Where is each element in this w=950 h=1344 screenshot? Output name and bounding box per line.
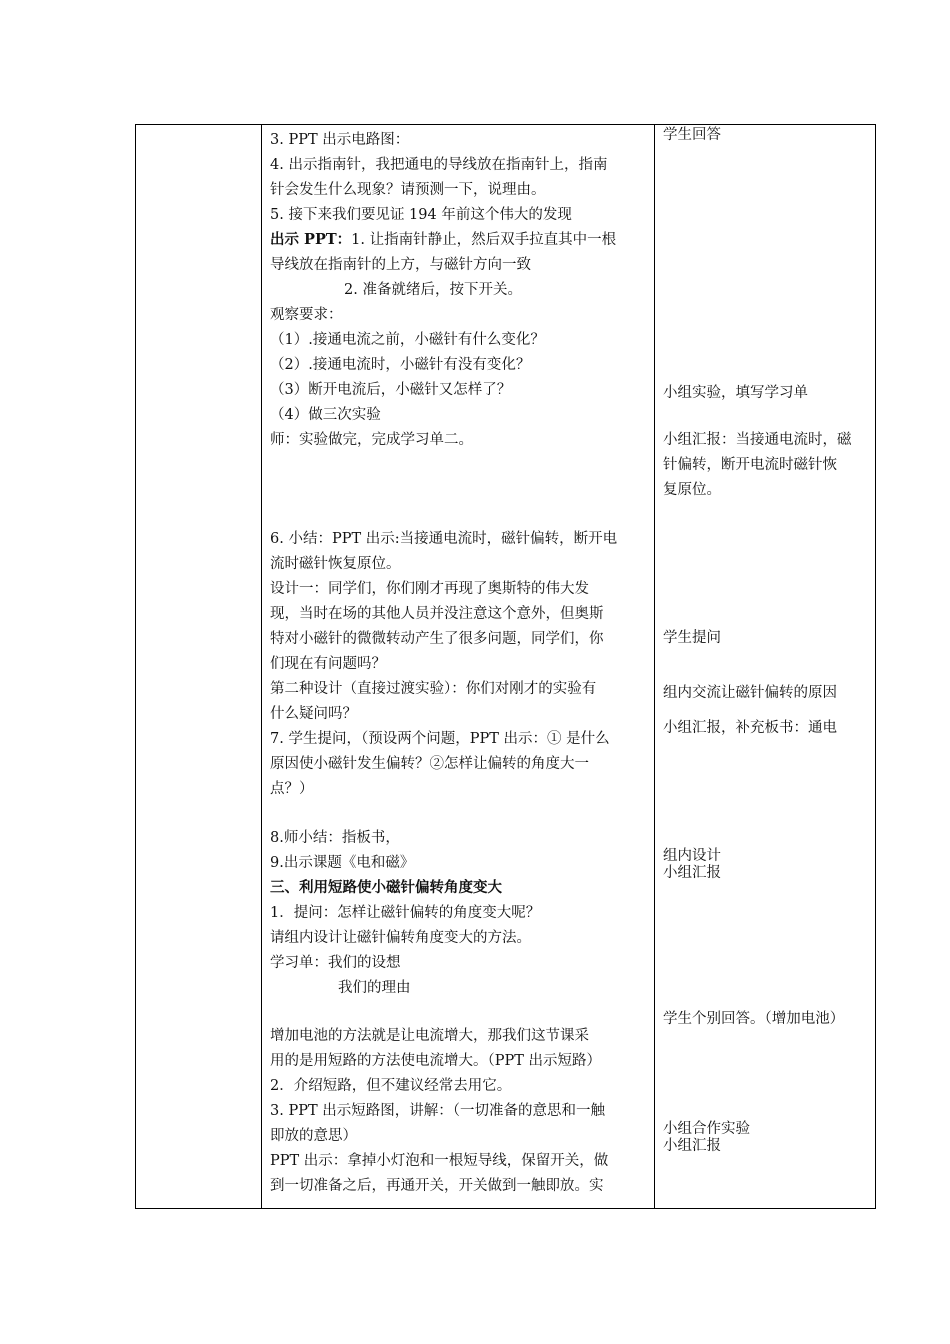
text-line: 流时磁针恢复原位。 — [270, 556, 401, 572]
text-line: 特对小磁针的微微转动产生了很多问题，同学们，你 — [270, 631, 604, 647]
text-line: 我们的理由 — [338, 980, 411, 996]
text-line: 复原位。 — [663, 482, 721, 498]
text-line: 小组汇报：当接通电流时，磁 — [663, 432, 852, 448]
text-line: 组内交流让磁针偏转的原因 — [663, 685, 837, 701]
text-line: （2）.接通电流时，小磁针有没有变化？ — [270, 357, 531, 373]
text-line: 点？） — [270, 781, 314, 797]
text-line: 小组实验，填写学习单 — [663, 385, 808, 401]
text-line: 8.师小结：指板书， — [270, 830, 400, 846]
text-line: 什么疑问吗？ — [270, 706, 357, 722]
text-line: 针会发生什么现象？请预测一下，说理由。 — [270, 182, 546, 198]
text-line: 小组汇报 — [663, 865, 721, 881]
text-line: 用的是用短路的方法使电流增大。（PPT 出示短路） — [270, 1053, 602, 1069]
text-line: 7. 学生提问，（预设两个问题，PPT 出示：① 是什么 — [270, 731, 610, 747]
text-line: 学生提问 — [663, 630, 721, 646]
column-divider-left — [261, 125, 262, 1208]
text-line: 设计一：同学们，你们刚才再现了奥斯特的伟大发 — [270, 581, 589, 597]
text-line: 针偏转，断开电流时磁针恢 — [663, 457, 837, 473]
text-line: 9.出示课题《电和磁》 — [270, 855, 415, 871]
text-line: 学生个别回答。（增加电池） — [663, 1011, 845, 1027]
text-line: 即放的意思） — [270, 1128, 357, 1144]
text-line: 观察要求： — [270, 307, 343, 323]
text-line: 原因使小磁针发生偏转？②怎样让偏转的角度大一 — [270, 756, 589, 772]
text-line: 组内设计 — [663, 848, 721, 864]
text-line: 出示 PPT：1. 让指南针静止，然后双手拉直其中一根 — [270, 231, 617, 248]
text-line: 现，当时在场的其他人员并没注意这个意外，但奥斯 — [270, 606, 604, 622]
text-line: 请组内设计让磁针偏转角度变大的方法。 — [270, 930, 531, 946]
text-line: 5. 接下来我们要见证 194 年前这个伟大的发现 — [270, 207, 572, 223]
text-line: 2．介绍短路，但不建议经常去用它。 — [270, 1078, 512, 1094]
text-line: （4）做三次实验 — [270, 407, 381, 423]
text-line: 到一切准备之后，再通开关，开关做到一触即放。实 — [270, 1178, 604, 1194]
text-line: 学生回答 — [663, 127, 721, 143]
text-line: 学习单：我们的设想 — [270, 955, 401, 971]
text-line: 2. 准备就绪后，按下开关。 — [344, 282, 522, 298]
column-divider-right — [654, 125, 655, 1208]
bold-label: 出示 PPT： — [270, 231, 352, 248]
text-line: 1．提问：怎样让磁针偏转的角度变大呢？ — [270, 905, 541, 921]
section-heading: 三、利用短路使小磁针偏转角度变大 — [270, 879, 502, 896]
text-line: 师：实验做完，完成学习单二。 — [270, 432, 473, 448]
text-line: 增加电池的方法就是让电流增大，那我们这节课采 — [270, 1028, 589, 1044]
text-line: （3）断开电流后，小磁针又怎样了？ — [270, 382, 512, 398]
text-line: PPT 出示：拿掉小灯泡和一根短导线，保留开关，做 — [270, 1153, 609, 1169]
lesson-table — [135, 124, 876, 1209]
text-line: 第二种设计（直接过渡实验）：你们对刚才的实验有 — [270, 681, 597, 697]
text-line: 3. PPT 出示电路图： — [270, 132, 410, 148]
text-line: 小组汇报 — [663, 1138, 721, 1154]
text-line: 们现在有问题吗？ — [270, 656, 386, 672]
text-line: 4. 出示指南针，我把通电的导线放在指南针上，指南 — [270, 157, 608, 173]
text-line: （1）.接通电流之前，小磁针有什么变化？ — [270, 332, 545, 348]
text-line: 小组汇报，补充板书：通电 — [663, 720, 837, 736]
text-line: 导线放在指南针的上方，与磁针方向一致 — [270, 257, 531, 273]
text-line: 小组合作实验 — [663, 1121, 750, 1137]
text-line: 6. 小结：PPT 出示:当接通电流时，磁针偏转，断开电 — [270, 531, 618, 547]
text-line: 3. PPT 出示短路图，讲解：（一切准备的意思和一触 — [270, 1103, 605, 1119]
